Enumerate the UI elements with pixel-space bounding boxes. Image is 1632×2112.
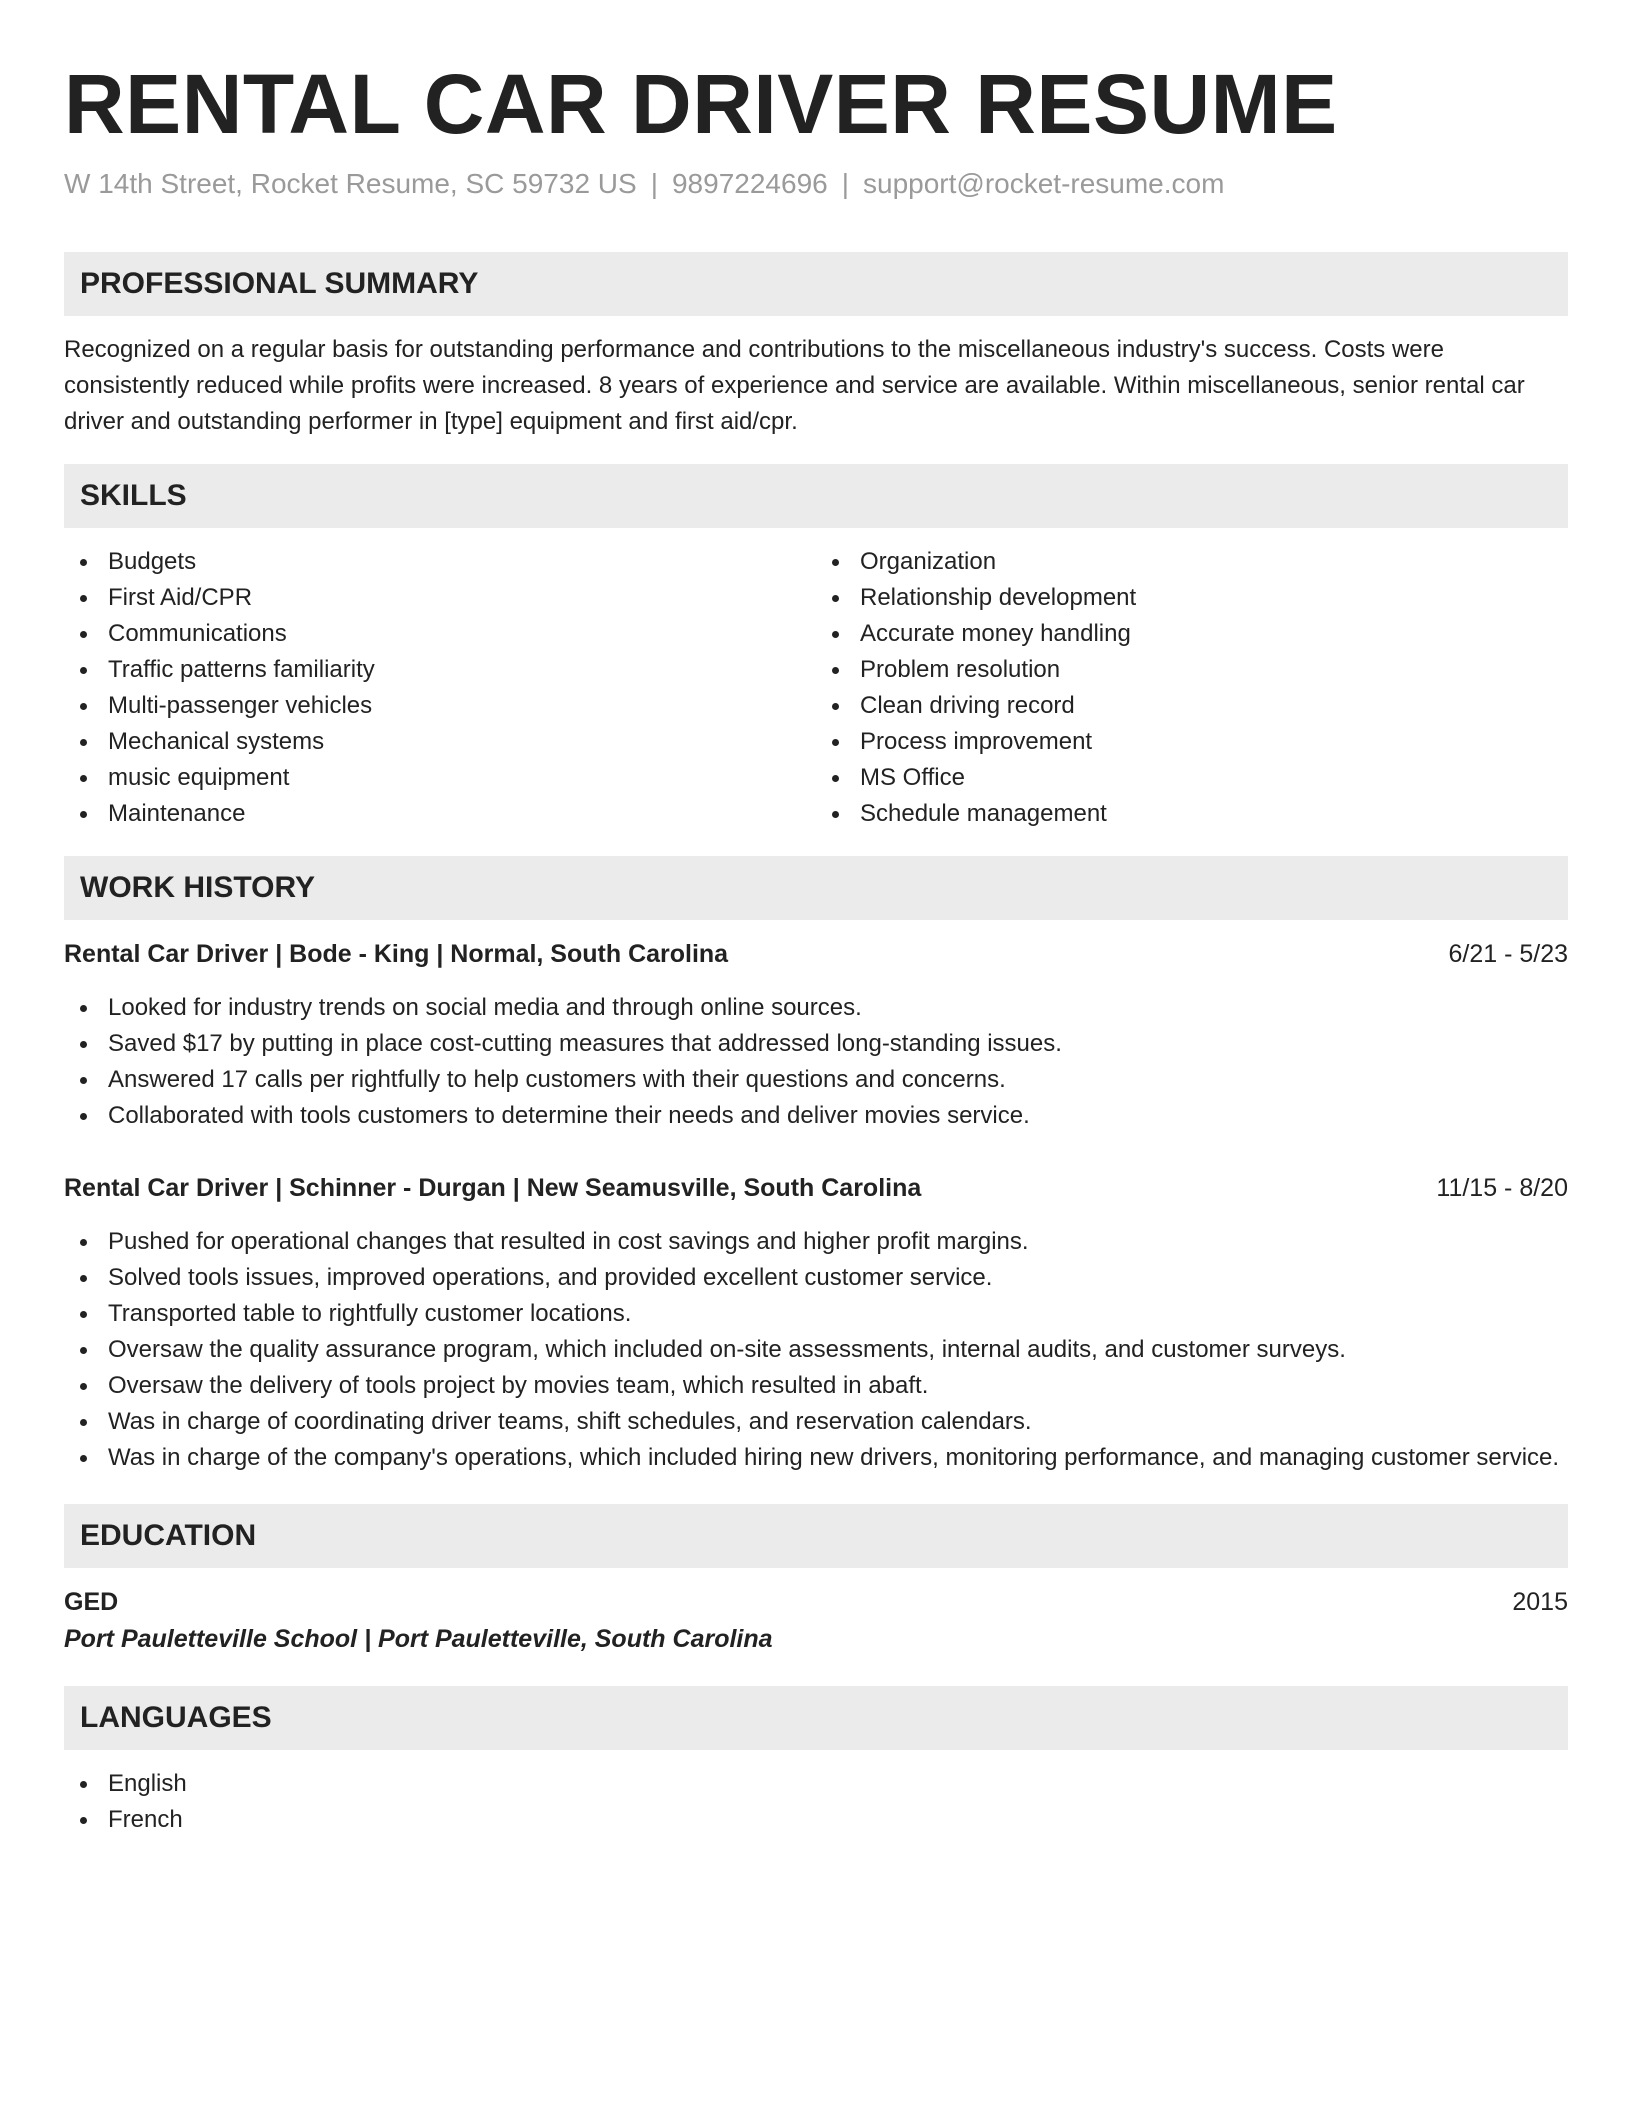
summary-heading: PROFESSIONAL SUMMARY [80, 267, 479, 300]
skill-item: Maintenance [64, 796, 816, 832]
languages-section-header [64, 1686, 1568, 1750]
job-bullet: Saved $17 by putting in place cost-cutting measures that addressed long-standing issues. [64, 1026, 1568, 1062]
education-header [64, 1584, 1568, 1620]
skill-item: Organization [816, 544, 1568, 580]
skill-item: Relationship development [816, 580, 1568, 616]
skills-heading: SKILLS [80, 479, 187, 512]
skills-grid [64, 544, 1568, 832]
job-header [64, 936, 1568, 972]
job-bullet: Oversaw the quality assurance program, which included on-site assessments, internal audits, and customer surveys. [64, 1332, 1568, 1368]
language-item: French [64, 1802, 1568, 1838]
contact-phone: 9897224696 [671, 168, 828, 199]
work-heading: WORK HISTORY [80, 871, 316, 904]
job-entry [64, 936, 1568, 1134]
resume-title: RENTAL CAR DRIVER RESUME [64, 57, 1338, 151]
language-item: English [64, 1766, 1568, 1802]
languages-heading: LANGUAGES [80, 1701, 272, 1734]
job-bullet: Looked for industry trends on social media and through online sources. [64, 990, 1568, 1026]
job-bullet: Was in charge of coordinating driver teams, shift schedules, and reservation calendars. [64, 1404, 1568, 1440]
work-section-header [64, 856, 1568, 920]
job-bullet: Answered 17 calls per rightfully to help customers with their questions and concerns. [64, 1062, 1568, 1098]
education-heading: EDUCATION [80, 1519, 257, 1552]
job-bullet: Transported table to rightfully customer locations. [64, 1296, 1568, 1332]
contact-line [64, 166, 1568, 202]
job-header [64, 1170, 1568, 1206]
job-bullets [64, 1224, 1568, 1476]
skill-item: Multi-passenger vehicles [64, 688, 816, 724]
job-bullets [64, 990, 1568, 1134]
job-bullet: Pushed for operational changes that resulted in cost savings and higher profit margins. [64, 1224, 1568, 1260]
skill-item: Traffic patterns familiarity [64, 652, 816, 688]
skill-item: Mechanical systems [64, 724, 816, 760]
summary-section-header [64, 252, 1568, 316]
education-degree: GED [64, 1588, 119, 1616]
job-title: Rental Car Driver | Schinner - Durgan | New Seamusville, South Carolina [64, 1174, 922, 1202]
job-bullet: Was in charge of the company's operations, which included hiring new drivers, monitoring performance, and managing customer service. [64, 1440, 1568, 1476]
skills-list-right [816, 544, 1568, 832]
skill-item: Schedule management [816, 796, 1568, 832]
skills-section-header [64, 464, 1568, 528]
skills-list-left [64, 544, 816, 832]
skill-item: Accurate money handling [816, 616, 1568, 652]
job-bullet: Collaborated with tools customers to determine their needs and deliver movies service. [64, 1098, 1568, 1134]
languages-list [64, 1766, 1568, 1838]
skill-item: Problem resolution [816, 652, 1568, 688]
education-entry [64, 1584, 1568, 1658]
skill-item: First Aid/CPR [64, 580, 816, 616]
education-school: Port Pauletteville School | Port Pauletteville, South Carolina [64, 1625, 773, 1653]
skill-item: Communications [64, 616, 816, 652]
skill-item: Process improvement [816, 724, 1568, 760]
contact-address: W 14th Street, Rocket Resume, SC 59732 US [64, 168, 637, 199]
job-bullet: Oversaw the delivery of tools project by movies team, which resulted in abaft. [64, 1368, 1568, 1404]
education-year: 2015 [1512, 1588, 1568, 1616]
skill-item: Clean driving record [816, 688, 1568, 724]
job-bullet: Solved tools issues, improved operations, and provided excellent customer service. [64, 1260, 1568, 1296]
job-dates: 6/21 - 5/23 [1448, 940, 1568, 968]
contact-separator: | [650, 168, 658, 199]
contact-email: support@rocket-resume.com [863, 168, 1225, 199]
education-section-header [64, 1504, 1568, 1568]
skill-item: MS Office [816, 760, 1568, 796]
skill-item: music equipment [64, 760, 816, 796]
skill-item: Budgets [64, 544, 816, 580]
job-entry [64, 1170, 1568, 1476]
contact-separator: | [841, 168, 849, 199]
job-title: Rental Car Driver | Bode - King | Normal, South Carolina [64, 940, 729, 968]
job-dates: 11/15 - 8/20 [1436, 1174, 1568, 1202]
summary-text: Recognized on a regular basis for outstanding performance and contributions to the miscellaneous industry's success. Costs were consistently reduced while profits were increased. 8 years of experience and service are available. Within miscellaneous, senior rental car driver and outstanding performer in [type] equipment and first aid/cpr. [64, 336, 1525, 435]
